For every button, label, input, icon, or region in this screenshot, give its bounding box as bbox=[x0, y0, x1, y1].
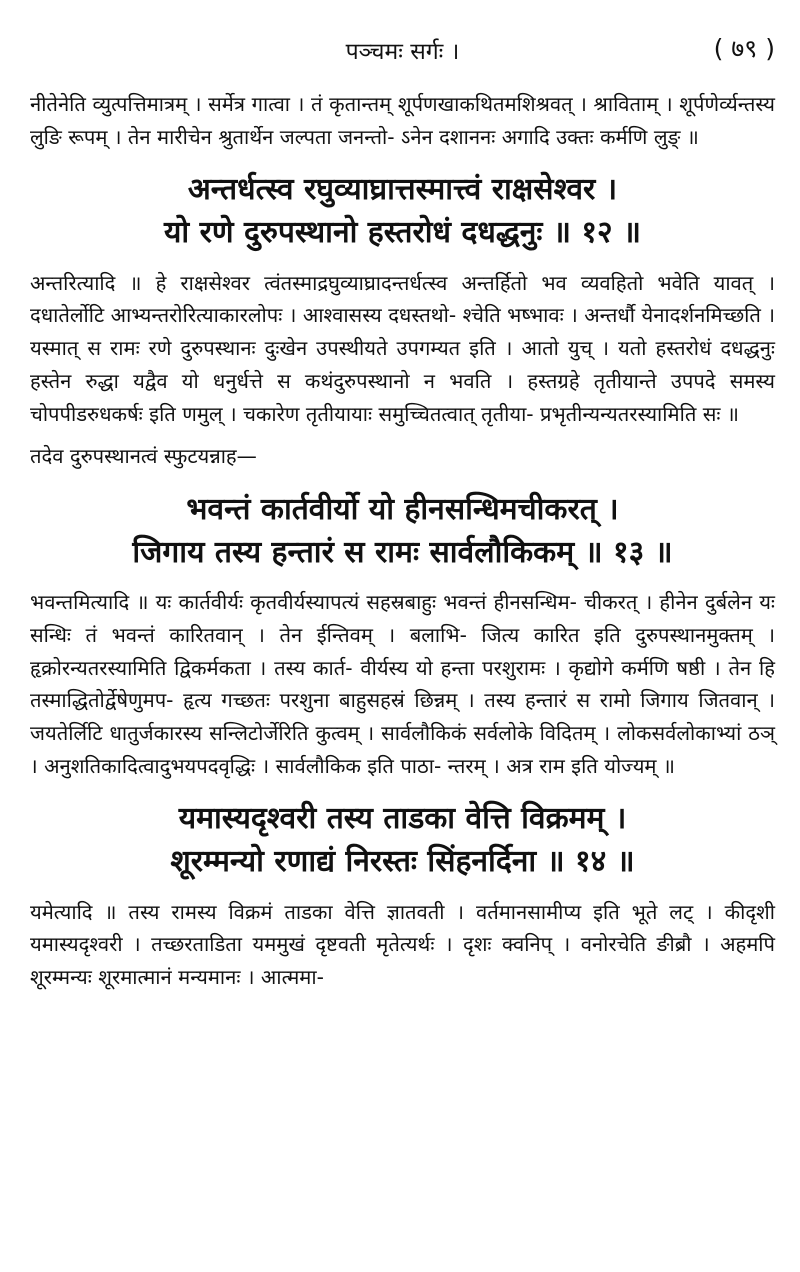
verse-line: भवन्तं कार्तवीर्यो यो हीनसन्धिमचीकरत् । bbox=[186, 491, 619, 527]
document-page bbox=[30, 0, 775, 1272]
page-number: ( ७९ ) bbox=[713, 34, 775, 63]
verse-line: यमास्यदृश्वरी तस्य ताडका वेत्ति विक्रमम् । bbox=[178, 801, 627, 837]
commentary-paragraph: नीतेनेति व्युत्पत्तिमात्रम् । सर्मेत्र गात्वा । तं कृतान्तम् शूर्पणखाकथितमशिश्रवत् । श्राविताम् । शूर्पणेर्व्यन्तस्य लुङि रूपम् । तेन मारीचेन श्रुतार्थेन जल्पता जनन्तो- ऽनेन दशाननः अगादि उक्तः कर्मणि लुङ् ॥ bbox=[30, 92, 775, 149]
verse-12 bbox=[30, 169, 775, 254]
verse-13 bbox=[30, 489, 775, 574]
commentary-paragraph: भवन्तमित्यादि ॥ यः कार्तवीर्यः कृतवीर्यस्यापत्यं सहस्रबाहुः भवन्तं हीनसन्धिम- चीकरत् । हीनेन दुर्बलेन यः सन्धिः तं भवन्तं कारितवान् । तेन ईन्तिवम् । बलाभि- जित्य कारित इति दुरुपस्थानमुक्तम् । हृक्रोरन्यतरस्यामिति द्विकर्मकता । तस्य कार्त- वीर्यस्य यो हन्ता परशुरामः । कृद्योगे कर्मणि षष्ठी । तेन हि तस्माद्धितोर्द्वेषेणुमप- हृत्य गच्छतः परशुना बाहुसहस्रं छिन्नम् । तस्य हन्तारं स रामो जिगाय जितवान् । जयतेर्लिटि धातुर्जकारस्य सन्लिटोर्जेरिति कुत्वम् । सार्वलौकिकं सर्वलोके विदितम् । लोकसर्वलोकाभ्यां ठञ् । अनुशतिकादित्वादुभयपदवृद्धिः । सार्वलौकिक इति पाठा- न्तरम् । अत्र राम इति योज्यम् ॥ bbox=[30, 590, 775, 778]
verse-line: शूरम्मन्यो रणाद्यं निरस्तः सिंहनर्दिना ॥ १४ ॥ bbox=[170, 844, 635, 880]
running-title: पञ्चमः सर्गः । bbox=[345, 39, 460, 65]
verse-line: यो रणे दुरुपस्थानो हस्तरोधं दधद्धनुः ॥ १२ ॥ bbox=[164, 215, 641, 251]
verse-line: अन्तर्धत्स्व रघुव्याघ्रात्तस्मात्त्वं राक्षसेश्वर । bbox=[187, 172, 618, 208]
commentary-paragraph: अन्तरित्यादि ॥ हे राक्षसेश्वर त्वंतस्माद्रघुव्याघ्रादन्तर्धत्स्व अन्तर्हितो भव व्यवहितो भवेति यावत् । दधातेर्लोटि आभ्यन्तरोरित्याकारलोपः । आश्वासस्य दधस्तथो- श्चेति भष्भावः । अन्तर्धौ येनादर्शनमिच्छति । यस्मात् स रामः रणे दुरुपस्थानः दुःखेन उपस्थीयते उपगम्यत इति । आतो युच् । यतो हस्तरोधं दधद्धनुः हस्तेन रुद्धा यद्वैव यो धनुर्धत्ते स कथंदुरुपस्थानो न भवति । हस्तग्रहे तृतीयान्ते उपपदे समस्य चोपपीडरुधकर्षः इति णमुल् । चकारेण तृतीयायाः समुच्चितत्वात् तृतीया- प्रभृतीन्यन्यतरस्यामिति सः ॥ bbox=[30, 270, 776, 426]
verse-14 bbox=[30, 798, 775, 883]
verse-line: जिगाय तस्य हन्तारं स रामः सार्वलौकिकम् ॥ १३ ॥ bbox=[132, 534, 673, 570]
intro-line: तदेव दुरुपस्थानत्वं स्फुटयन्नाह— bbox=[30, 444, 257, 469]
page-body bbox=[30, 88, 775, 994]
commentary-paragraph: यमेत्यादि ॥ तस्य रामस्य विक्रमं ताडका वेत्ति ज्ञातवती । वर्तमानसामीप्य इति भूते लट् । कीदृशी यमास्यदृश्वरी । तच्छरताडिता यममुखं दृष्टवती मृतेत्यर्थः । दृशः क्वनिप् । वनोरचेति ङीब्रौ । अहमपि शूरम्मन्यः शूरमात्मानं मन्यमानः । आत्ममा- bbox=[30, 899, 775, 990]
page-header bbox=[30, 0, 775, 88]
